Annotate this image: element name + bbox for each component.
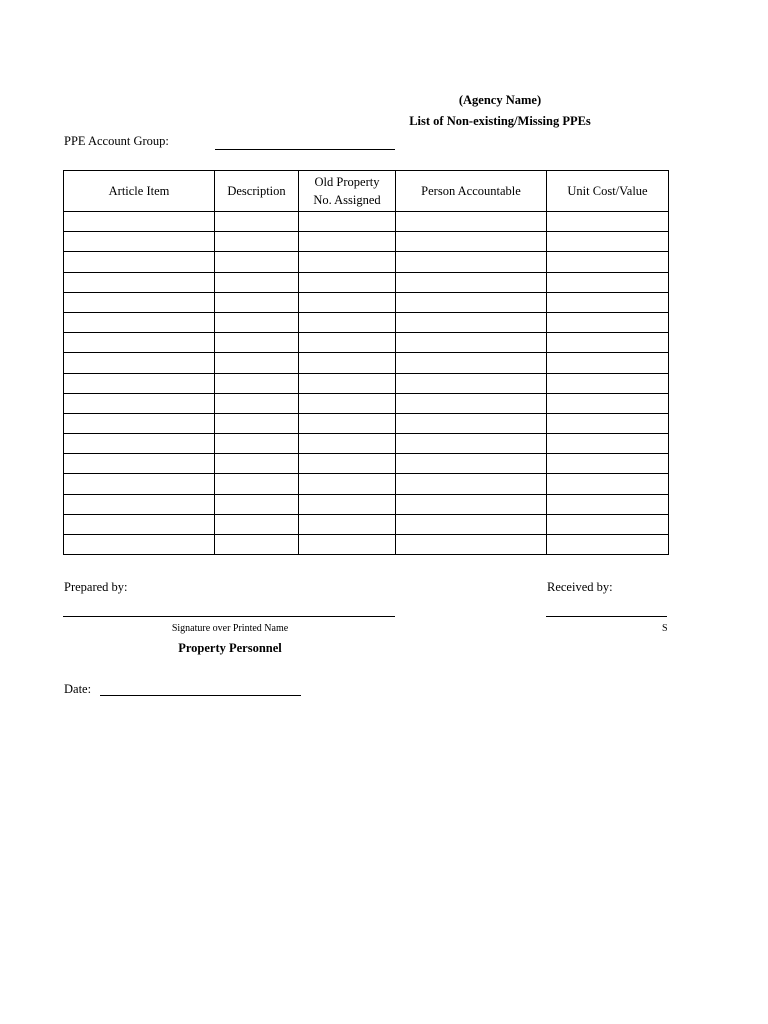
table-cell[interactable] [64,272,215,292]
table-cell[interactable] [64,312,215,332]
table-cell[interactable] [215,494,299,514]
table-cell[interactable] [547,434,669,454]
received-signature-caption-cut: S [662,623,668,634]
ppe-account-group-label: PPE Account Group: [64,134,169,148]
table-cell[interactable] [299,232,396,252]
table-cell[interactable] [547,454,669,474]
received-by-label: Received by: [547,580,613,594]
table-cell[interactable] [215,272,299,292]
table-cell[interactable] [547,373,669,393]
table-row [64,353,669,373]
date-line[interactable] [100,695,301,696]
table-cell[interactable] [215,434,299,454]
column-header-person-accountable [396,171,547,212]
table-cell[interactable] [299,535,396,555]
table-cell[interactable] [396,212,547,232]
table-cell[interactable] [547,312,669,332]
table-cell[interactable] [547,232,669,252]
received-by-signature-line[interactable] [546,616,667,617]
table-cell[interactable] [64,514,215,534]
table-row [64,393,669,413]
table-cell[interactable] [215,373,299,393]
table-cell[interactable] [299,434,396,454]
table-row [64,454,669,474]
table-row [64,252,669,272]
table-cell[interactable] [215,514,299,534]
column-header-label: Unit Cost/Value [567,184,648,198]
table-cell[interactable] [299,272,396,292]
table-cell[interactable] [547,393,669,413]
table-row [64,292,669,312]
table-cell[interactable] [299,474,396,494]
table-row [64,373,669,393]
table-cell[interactable] [64,494,215,514]
table-cell[interactable] [215,333,299,353]
ppe-account-group-line[interactable] [215,149,395,150]
table-cell[interactable] [396,393,547,413]
table-cell[interactable] [547,252,669,272]
table-cell[interactable] [396,272,547,292]
table-cell[interactable] [64,393,215,413]
column-header-label: Article Item [108,184,170,198]
column-header-label: Description [227,184,286,198]
table-cell[interactable] [396,494,547,514]
table-cell[interactable] [215,454,299,474]
table-cell[interactable] [64,535,215,555]
table-cell[interactable] [547,272,669,292]
table-cell[interactable] [215,292,299,312]
table-cell[interactable] [64,434,215,454]
table-cell[interactable] [215,413,299,433]
document-title: List of Non-existing/Missing PPEs [409,114,591,128]
table-row [64,434,669,454]
table-cell[interactable] [64,454,215,474]
table-cell[interactable] [396,312,547,332]
table-cell[interactable] [396,252,547,272]
column-header-label: Old Property [314,175,380,189]
table-cell[interactable] [64,353,215,373]
table-row [64,333,669,353]
table-cell[interactable] [299,413,396,433]
table-cell[interactable] [396,535,547,555]
table-cell[interactable] [547,474,669,494]
table-cell[interactable] [64,333,215,353]
table-cell[interactable] [299,212,396,232]
table-cell[interactable] [215,353,299,373]
table-row [64,535,669,555]
table-cell[interactable] [396,373,547,393]
table-cell[interactable] [396,454,547,474]
column-header-label: Person Accountable [421,184,521,198]
table-cell[interactable] [299,353,396,373]
table-cell[interactable] [547,292,669,312]
table-cell[interactable] [215,232,299,252]
missing-ppe-table [63,170,669,555]
column-header-unit-cost [547,171,669,212]
table-cell[interactable] [215,312,299,332]
column-header-label-line2: No. Assigned [313,193,381,207]
table-cell[interactable] [396,434,547,454]
prepared-by-signature-line[interactable] [63,616,395,617]
table-body [64,212,669,555]
table-row [64,312,669,332]
table-cell[interactable] [299,333,396,353]
column-header-old-property-no [299,171,396,212]
table-row [64,413,669,433]
table-cell[interactable] [215,393,299,413]
table-cell[interactable] [396,353,547,373]
table-row [64,514,669,534]
table-cell[interactable] [547,514,669,534]
table-row [64,474,669,494]
table-cell[interactable] [299,393,396,413]
table-cell[interactable] [64,252,215,272]
table-cell[interactable] [299,454,396,474]
table-cell[interactable] [547,535,669,555]
column-header-description [215,171,299,212]
table-cell[interactable] [64,292,215,312]
table-cell[interactable] [215,252,299,272]
table-cell[interactable] [396,413,547,433]
prepared-by-role: Property Personnel [178,641,282,655]
table-cell[interactable] [547,333,669,353]
table-cell[interactable] [299,373,396,393]
table-cell[interactable] [396,474,547,494]
table-cell[interactable] [396,514,547,534]
table-cell[interactable] [299,252,396,272]
table-header-row [64,171,669,212]
table-cell[interactable] [396,333,547,353]
table-cell[interactable] [299,292,396,312]
table-cell[interactable] [64,413,215,433]
table-cell[interactable] [547,413,669,433]
table-cell[interactable] [64,232,215,252]
table-row [64,212,669,232]
table-cell[interactable] [215,474,299,494]
table-cell[interactable] [64,474,215,494]
table-cell[interactable] [396,292,547,312]
column-header-article-item [64,171,215,212]
date-label: Date: [64,682,92,696]
agency-name: (Agency Name) [458,93,542,107]
prepared-by-label: Prepared by: [64,580,128,594]
table-cell[interactable] [299,312,396,332]
table-row [64,272,669,292]
table-cell[interactable] [396,232,547,252]
table-cell[interactable] [547,212,669,232]
table-row [64,494,669,514]
table-cell[interactable] [299,494,396,514]
signature-caption: Signature over Printed Name [171,623,289,634]
table-cell[interactable] [547,494,669,514]
table-cell[interactable] [64,212,215,232]
table-row [64,232,669,252]
table-cell[interactable] [215,535,299,555]
table-cell[interactable] [547,353,669,373]
table-cell[interactable] [215,212,299,232]
table-cell[interactable] [64,373,215,393]
table-cell[interactable] [299,514,396,534]
